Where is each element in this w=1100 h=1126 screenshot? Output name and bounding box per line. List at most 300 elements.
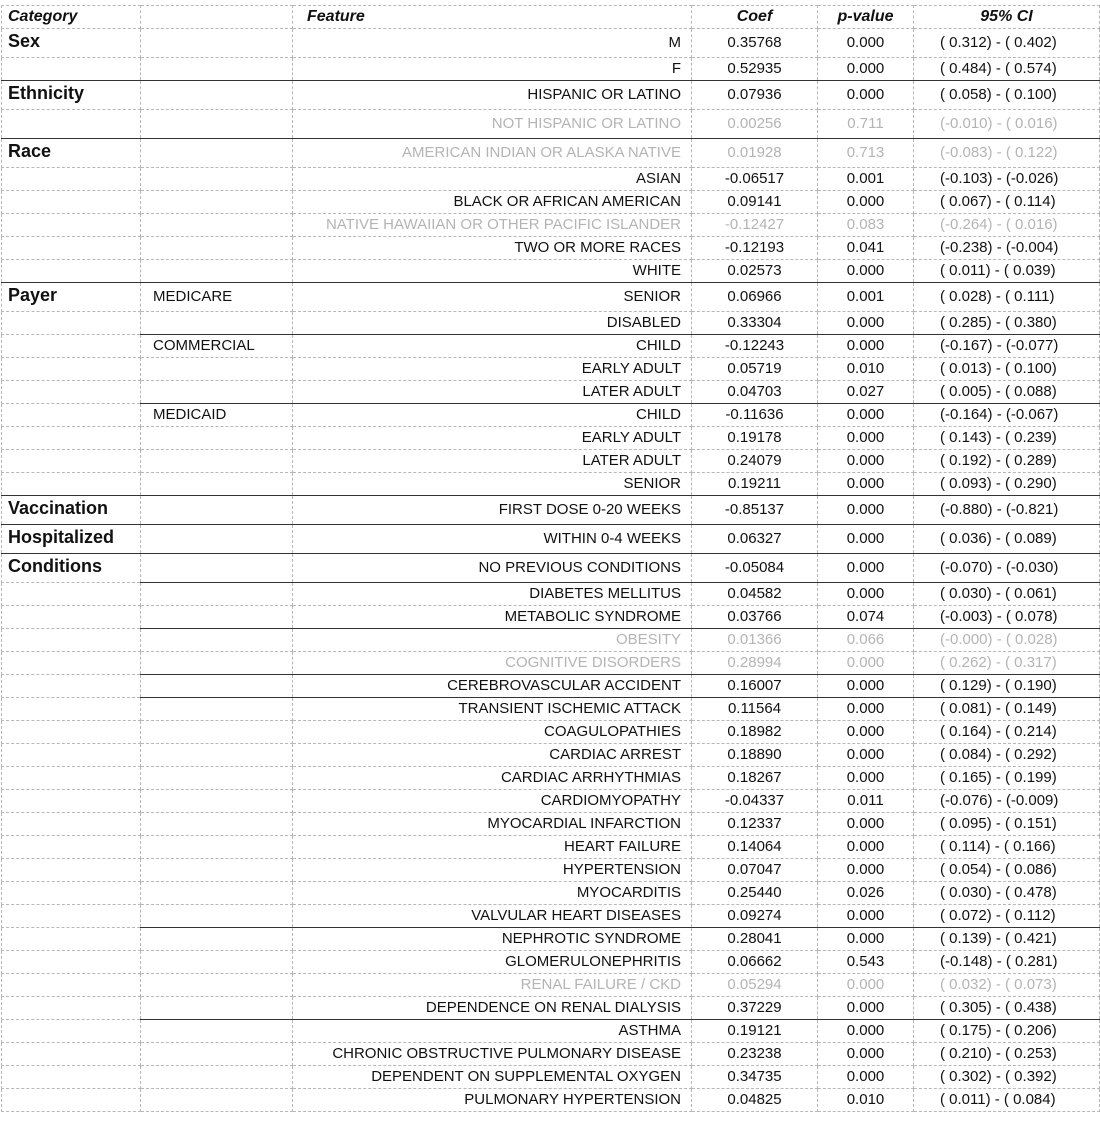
pvalue-cell: 0.000 — [818, 675, 914, 698]
coef-cell: 0.04825 — [692, 1089, 818, 1112]
subgroup-cell — [141, 29, 293, 58]
ci-cell: (-0.000) - ( 0.028) — [914, 629, 1100, 652]
pvalue-cell: 0.000 — [818, 813, 914, 836]
pvalue-cell: 0.001 — [818, 168, 914, 191]
category-cell — [2, 859, 141, 882]
subgroup-cell — [141, 1066, 293, 1089]
ci-cell: ( 0.139) - ( 0.421) — [914, 928, 1100, 951]
ci-cell: ( 0.013) - ( 0.100) — [914, 358, 1100, 381]
table-row — [2, 283, 1100, 312]
category-cell — [2, 335, 141, 358]
category-cell: Sex — [2, 29, 141, 58]
table-row — [2, 381, 1100, 404]
ci-cell: (-0.148) - ( 0.281) — [914, 951, 1100, 974]
feature-cell: LATER ADULT — [293, 381, 692, 404]
coef-cell: 0.06662 — [692, 951, 818, 974]
table-row — [2, 29, 1100, 58]
table-row — [2, 744, 1100, 767]
subgroup-cell: MEDICAID — [141, 404, 293, 427]
table-row — [2, 214, 1100, 237]
header-category: Category — [2, 6, 141, 29]
feature-cell: WHITE — [293, 260, 692, 283]
ci-cell: ( 0.095) - ( 0.151) — [914, 813, 1100, 836]
feature-cell: GLOMERULONEPHRITIS — [293, 951, 692, 974]
coef-cell: 0.00256 — [692, 110, 818, 139]
category-cell — [2, 58, 141, 81]
subgroup-cell — [141, 790, 293, 813]
feature-cell: F — [293, 58, 692, 81]
coef-cell: -0.06517 — [692, 168, 818, 191]
category-cell — [2, 951, 141, 974]
coef-cell: 0.28041 — [692, 928, 818, 951]
pvalue-cell: 0.000 — [818, 721, 914, 744]
coef-cell: 0.09274 — [692, 905, 818, 928]
subgroup-cell — [141, 882, 293, 905]
table-row — [2, 652, 1100, 675]
table-row — [2, 629, 1100, 652]
coef-cell: 0.35768 — [692, 29, 818, 58]
coef-cell: 0.05719 — [692, 358, 818, 381]
feature-cell: WITHIN 0-4 WEEKS — [293, 525, 692, 554]
table-row — [2, 554, 1100, 583]
coef-cell: 0.52935 — [692, 58, 818, 81]
ci-cell: (-0.880) - (-0.821) — [914, 496, 1100, 525]
coef-cell: 0.01928 — [692, 139, 818, 168]
subgroup-cell — [141, 629, 293, 652]
feature-cell: TWO OR MORE RACES — [293, 237, 692, 260]
feature-cell: CARDIAC ARREST — [293, 744, 692, 767]
feature-cell: FIRST DOSE 0-20 WEEKS — [293, 496, 692, 525]
ci-cell: ( 0.305) - ( 0.438) — [914, 997, 1100, 1020]
ci-cell: ( 0.143) - ( 0.239) — [914, 427, 1100, 450]
coef-cell: 0.11564 — [692, 698, 818, 721]
coef-cell: 0.06966 — [692, 283, 818, 312]
subgroup-cell — [141, 1089, 293, 1112]
pvalue-cell: 0.000 — [818, 427, 914, 450]
subgroup-cell — [141, 554, 293, 583]
subgroup-cell — [141, 652, 293, 675]
subgroup-cell — [141, 450, 293, 473]
pvalue-cell: 0.000 — [818, 652, 914, 675]
feature-cell: BLACK OR AFRICAN AMERICAN — [293, 191, 692, 214]
ci-cell: ( 0.164) - ( 0.214) — [914, 721, 1100, 744]
coef-cell: 0.07936 — [692, 81, 818, 110]
feature-cell: TRANSIENT ISCHEMIC ATTACK — [293, 698, 692, 721]
header-coef: Coef — [692, 6, 818, 29]
table-row — [2, 110, 1100, 139]
table-row — [2, 882, 1100, 905]
ci-cell: ( 0.030) - ( 0.061) — [914, 583, 1100, 606]
category-cell — [2, 675, 141, 698]
pvalue-cell: 0.711 — [818, 110, 914, 139]
coef-cell: 0.07047 — [692, 859, 818, 882]
table-row — [2, 404, 1100, 427]
table-row — [2, 168, 1100, 191]
ci-cell: ( 0.262) - ( 0.317) — [914, 652, 1100, 675]
ci-cell: ( 0.210) - ( 0.253) — [914, 1043, 1100, 1066]
table-row — [2, 358, 1100, 381]
feature-cell: HYPERTENSION — [293, 859, 692, 882]
ci-cell: (-0.083) - ( 0.122) — [914, 139, 1100, 168]
pvalue-cell: 0.001 — [818, 283, 914, 312]
feature-cell: COGNITIVE DISORDERS — [293, 652, 692, 675]
feature-cell: CEREBROVASCULAR ACCIDENT — [293, 675, 692, 698]
subgroup-cell — [141, 110, 293, 139]
table-row — [2, 905, 1100, 928]
table-row — [2, 525, 1100, 554]
coef-cell: 0.16007 — [692, 675, 818, 698]
pvalue-cell: 0.000 — [818, 404, 914, 427]
pvalue-cell: 0.041 — [818, 237, 914, 260]
category-cell — [2, 905, 141, 928]
coef-cell: 0.19121 — [692, 1020, 818, 1043]
ci-cell: ( 0.081) - ( 0.149) — [914, 698, 1100, 721]
regression-results-table — [1, 5, 1100, 1112]
ci-cell: ( 0.285) - ( 0.380) — [914, 312, 1100, 335]
feature-cell: HISPANIC OR LATINO — [293, 81, 692, 110]
category-cell — [2, 997, 141, 1020]
ci-cell: ( 0.165) - ( 0.199) — [914, 767, 1100, 790]
coef-cell: 0.28994 — [692, 652, 818, 675]
ci-cell: (-0.167) - (-0.077) — [914, 335, 1100, 358]
pvalue-cell: 0.000 — [818, 744, 914, 767]
pvalue-cell: 0.074 — [818, 606, 914, 629]
table-row — [2, 335, 1100, 358]
feature-cell: MYOCARDITIS — [293, 882, 692, 905]
coef-cell: 0.34735 — [692, 1066, 818, 1089]
pvalue-cell: 0.000 — [818, 450, 914, 473]
feature-cell: EARLY ADULT — [293, 427, 692, 450]
coef-cell: -0.11636 — [692, 404, 818, 427]
table-row — [2, 139, 1100, 168]
pvalue-cell: 0.000 — [818, 260, 914, 283]
coef-cell: -0.12193 — [692, 237, 818, 260]
ci-cell: (-0.010) - ( 0.016) — [914, 110, 1100, 139]
table-row — [2, 928, 1100, 951]
header-row — [2, 6, 1100, 29]
pvalue-cell: 0.000 — [818, 312, 914, 335]
ci-cell: ( 0.030) - ( 0.478) — [914, 882, 1100, 905]
table-row — [2, 81, 1100, 110]
feature-cell: OBESITY — [293, 629, 692, 652]
subgroup-cell — [141, 813, 293, 836]
subgroup-cell — [141, 81, 293, 110]
table-row — [2, 813, 1100, 836]
category-cell — [2, 260, 141, 283]
pvalue-cell: 0.000 — [818, 335, 914, 358]
header-ci: 95% CI — [914, 6, 1100, 29]
ci-cell: ( 0.312) - ( 0.402) — [914, 29, 1100, 58]
subgroup-cell — [141, 905, 293, 928]
category-cell — [2, 629, 141, 652]
coef-cell: 0.06327 — [692, 525, 818, 554]
feature-cell: NOT HISPANIC OR LATINO — [293, 110, 692, 139]
feature-cell: LATER ADULT — [293, 450, 692, 473]
feature-cell: SENIOR — [293, 473, 692, 496]
coef-cell: -0.05084 — [692, 554, 818, 583]
subgroup-cell — [141, 767, 293, 790]
ci-cell: ( 0.011) - ( 0.084) — [914, 1089, 1100, 1112]
category-cell: Race — [2, 139, 141, 168]
ci-cell: ( 0.036) - ( 0.089) — [914, 525, 1100, 554]
header-subgroup — [141, 6, 293, 29]
pvalue-cell: 0.000 — [818, 1043, 914, 1066]
coef-cell: 0.24079 — [692, 450, 818, 473]
coef-cell: 0.23238 — [692, 1043, 818, 1066]
category-cell — [2, 237, 141, 260]
table-row — [2, 1043, 1100, 1066]
feature-cell: RENAL FAILURE / CKD — [293, 974, 692, 997]
coef-cell: 0.18890 — [692, 744, 818, 767]
category-cell — [2, 606, 141, 629]
feature-cell: SENIOR — [293, 283, 692, 312]
subgroup-cell — [141, 997, 293, 1020]
pvalue-cell: 0.000 — [818, 905, 914, 928]
pvalue-cell: 0.000 — [818, 81, 914, 110]
category-cell — [2, 1043, 141, 1066]
coef-cell: 0.18267 — [692, 767, 818, 790]
pvalue-cell: 0.000 — [818, 698, 914, 721]
category-cell — [2, 1089, 141, 1112]
feature-cell: HEART FAILURE — [293, 836, 692, 859]
ci-cell: ( 0.032) - ( 0.073) — [914, 974, 1100, 997]
subgroup-cell — [141, 260, 293, 283]
feature-cell: NATIVE HAWAIIAN OR OTHER PACIFIC ISLANDER — [293, 214, 692, 237]
table-row — [2, 1020, 1100, 1043]
category-cell — [2, 1066, 141, 1089]
category-cell — [2, 404, 141, 427]
table-row — [2, 606, 1100, 629]
coef-cell: 0.25440 — [692, 882, 818, 905]
subgroup-cell — [141, 1043, 293, 1066]
table-row — [2, 260, 1100, 283]
coef-cell: 0.01366 — [692, 629, 818, 652]
ci-cell: ( 0.072) - ( 0.112) — [914, 905, 1100, 928]
category-cell — [2, 744, 141, 767]
subgroup-cell — [141, 473, 293, 496]
pvalue-cell: 0.000 — [818, 767, 914, 790]
pvalue-cell: 0.000 — [818, 1020, 914, 1043]
pvalue-cell: 0.000 — [818, 974, 914, 997]
coef-cell: 0.37229 — [692, 997, 818, 1020]
category-cell: Vaccination — [2, 496, 141, 525]
category-cell — [2, 1020, 141, 1043]
table-row — [2, 237, 1100, 260]
feature-cell: VALVULAR HEART DISEASES — [293, 905, 692, 928]
coef-cell: 0.05294 — [692, 974, 818, 997]
category-cell — [2, 813, 141, 836]
table-row — [2, 698, 1100, 721]
subgroup-cell: MEDICARE — [141, 283, 293, 312]
subgroup-cell — [141, 951, 293, 974]
category-cell — [2, 652, 141, 675]
category-cell — [2, 191, 141, 214]
feature-cell: MYOCARDIAL INFARCTION — [293, 813, 692, 836]
subgroup-cell — [141, 312, 293, 335]
pvalue-cell: 0.026 — [818, 882, 914, 905]
category-cell: Ethnicity — [2, 81, 141, 110]
category-cell — [2, 721, 141, 744]
category-cell — [2, 882, 141, 905]
feature-cell: DEPENDENCE ON RENAL DIALYSIS — [293, 997, 692, 1020]
pvalue-cell: 0.000 — [818, 58, 914, 81]
table-row — [2, 473, 1100, 496]
table-row — [2, 767, 1100, 790]
subgroup-cell — [141, 928, 293, 951]
ci-cell: ( 0.114) - ( 0.166) — [914, 836, 1100, 859]
category-cell — [2, 583, 141, 606]
category-cell: Hospitalized — [2, 525, 141, 554]
feature-cell: CARDIOMYOPATHY — [293, 790, 692, 813]
subgroup-cell — [141, 496, 293, 525]
table-row — [2, 583, 1100, 606]
coef-cell: 0.14064 — [692, 836, 818, 859]
subgroup-cell — [141, 698, 293, 721]
pvalue-cell: 0.083 — [818, 214, 914, 237]
ci-cell: ( 0.175) - ( 0.206) — [914, 1020, 1100, 1043]
subgroup-cell — [141, 606, 293, 629]
feature-cell: CHILD — [293, 404, 692, 427]
table-row — [2, 427, 1100, 450]
pvalue-cell: 0.000 — [818, 997, 914, 1020]
category-cell — [2, 836, 141, 859]
header-feature: Feature — [293, 6, 692, 29]
ci-cell: (-0.238) - (-0.004) — [914, 237, 1100, 260]
ci-cell: ( 0.058) - ( 0.100) — [914, 81, 1100, 110]
category-cell — [2, 450, 141, 473]
ci-cell: ( 0.484) - ( 0.574) — [914, 58, 1100, 81]
table-body — [2, 29, 1100, 1112]
table-row — [2, 675, 1100, 698]
coef-cell: 0.03766 — [692, 606, 818, 629]
table-row — [2, 1066, 1100, 1089]
feature-cell: CARDIAC ARRHYTHMIAS — [293, 767, 692, 790]
coef-cell: 0.19211 — [692, 473, 818, 496]
feature-cell: PULMONARY HYPERTENSION — [293, 1089, 692, 1112]
coef-cell: 0.02573 — [692, 260, 818, 283]
table-row — [2, 951, 1100, 974]
coef-cell: 0.04703 — [692, 381, 818, 404]
ci-cell: ( 0.028) - ( 0.111) — [914, 283, 1100, 312]
subgroup-cell — [141, 525, 293, 554]
category-cell — [2, 974, 141, 997]
category-cell: Payer — [2, 283, 141, 312]
category-cell — [2, 214, 141, 237]
subgroup-cell — [141, 214, 293, 237]
ci-cell: ( 0.192) - ( 0.289) — [914, 450, 1100, 473]
ci-cell: ( 0.067) - ( 0.114) — [914, 191, 1100, 214]
category-cell: Conditions — [2, 554, 141, 583]
table-row — [2, 974, 1100, 997]
table-row — [2, 58, 1100, 81]
table-row — [2, 721, 1100, 744]
category-cell — [2, 767, 141, 790]
pvalue-cell: 0.000 — [818, 859, 914, 882]
category-cell — [2, 168, 141, 191]
subgroup-cell — [141, 583, 293, 606]
pvalue-cell: 0.000 — [818, 29, 914, 58]
pvalue-cell: 0.066 — [818, 629, 914, 652]
coef-cell: 0.19178 — [692, 427, 818, 450]
feature-cell: COAGULOPATHIES — [293, 721, 692, 744]
ci-cell: ( 0.129) - ( 0.190) — [914, 675, 1100, 698]
feature-cell: DEPENDENT ON SUPPLEMENTAL OXYGEN — [293, 1066, 692, 1089]
coef-cell: -0.04337 — [692, 790, 818, 813]
coef-cell: 0.12337 — [692, 813, 818, 836]
feature-cell: M — [293, 29, 692, 58]
ci-cell: (-0.164) - (-0.067) — [914, 404, 1100, 427]
feature-cell: EARLY ADULT — [293, 358, 692, 381]
coef-cell: 0.04582 — [692, 583, 818, 606]
feature-cell: CHILD — [293, 335, 692, 358]
pvalue-cell: 0.000 — [818, 496, 914, 525]
subgroup-cell — [141, 859, 293, 882]
coef-cell: -0.12427 — [692, 214, 818, 237]
pvalue-cell: 0.027 — [818, 381, 914, 404]
subgroup-cell — [141, 744, 293, 767]
subgroup-cell — [141, 721, 293, 744]
table-row — [2, 1089, 1100, 1112]
category-cell — [2, 790, 141, 813]
table-row — [2, 312, 1100, 335]
ci-cell: ( 0.005) - ( 0.088) — [914, 381, 1100, 404]
ci-cell: (-0.076) - (-0.009) — [914, 790, 1100, 813]
subgroup-cell — [141, 358, 293, 381]
coef-cell: -0.12243 — [692, 335, 818, 358]
ci-cell: ( 0.302) - ( 0.392) — [914, 1066, 1100, 1089]
feature-cell: CHRONIC OBSTRUCTIVE PULMONARY DISEASE — [293, 1043, 692, 1066]
table-row — [2, 191, 1100, 214]
coef-cell: -0.85137 — [692, 496, 818, 525]
header-pvalue: p-value — [818, 6, 914, 29]
feature-cell: ASIAN — [293, 168, 692, 191]
pvalue-cell: 0.000 — [818, 583, 914, 606]
subgroup-cell — [141, 1020, 293, 1043]
ci-cell: (-0.264) - ( 0.016) — [914, 214, 1100, 237]
ci-cell: (-0.103) - (-0.026) — [914, 168, 1100, 191]
pvalue-cell: 0.000 — [818, 836, 914, 859]
subgroup-cell — [141, 58, 293, 81]
category-cell — [2, 381, 141, 404]
ci-cell: (-0.070) - (-0.030) — [914, 554, 1100, 583]
feature-cell: NEPHROTIC SYNDROME — [293, 928, 692, 951]
coef-cell: 0.09141 — [692, 191, 818, 214]
subgroup-cell — [141, 427, 293, 450]
ci-cell: ( 0.084) - ( 0.292) — [914, 744, 1100, 767]
pvalue-cell: 0.000 — [818, 554, 914, 583]
coef-cell: 0.33304 — [692, 312, 818, 335]
ci-cell: (-0.003) - ( 0.078) — [914, 606, 1100, 629]
ci-cell: ( 0.054) - ( 0.086) — [914, 859, 1100, 882]
subgroup-cell — [141, 191, 293, 214]
pvalue-cell: 0.010 — [818, 1089, 914, 1112]
pvalue-cell: 0.000 — [818, 928, 914, 951]
category-cell — [2, 427, 141, 450]
category-cell — [2, 110, 141, 139]
category-cell — [2, 473, 141, 496]
table-row — [2, 790, 1100, 813]
pvalue-cell: 0.713 — [818, 139, 914, 168]
ci-cell: ( 0.093) - ( 0.290) — [914, 473, 1100, 496]
coef-cell: 0.18982 — [692, 721, 818, 744]
subgroup-cell: COMMERCIAL — [141, 335, 293, 358]
subgroup-cell — [141, 237, 293, 260]
feature-cell: DIABETES MELLITUS — [293, 583, 692, 606]
category-cell — [2, 698, 141, 721]
feature-cell: ASTHMA — [293, 1020, 692, 1043]
feature-cell: DISABLED — [293, 312, 692, 335]
subgroup-cell — [141, 139, 293, 168]
